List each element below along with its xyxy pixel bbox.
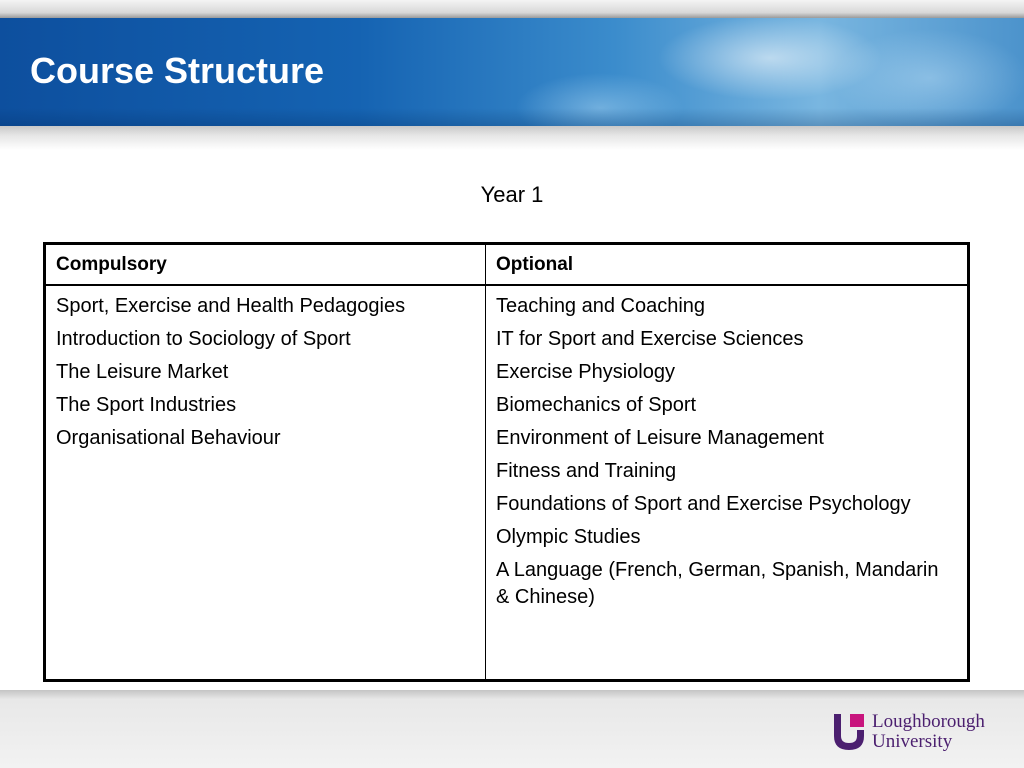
title-band	[0, 18, 1024, 126]
top-strip	[0, 0, 1024, 18]
list-item: Teaching and Coaching	[496, 295, 706, 317]
list-item: Organisational Behaviour	[56, 427, 281, 449]
university-crest-icon	[832, 712, 866, 752]
table-body-row	[45, 285, 969, 681]
optional-list	[496, 293, 957, 611]
course-table	[43, 242, 970, 682]
list-item: Foundations of Sport and Exercise Psychology	[496, 493, 911, 515]
page-title: Course Structure	[30, 50, 325, 91]
optional-cell	[486, 285, 969, 681]
list-item: Environment of Leisure Management	[496, 427, 824, 449]
table-header-row	[45, 244, 969, 286]
university-logo	[832, 710, 1012, 754]
wordmark-line-1: Loughborough	[872, 711, 985, 732]
university-wordmark	[872, 712, 985, 752]
wordmark-line-2: University	[872, 731, 953, 752]
list-item: Biomechanics of Sport	[496, 394, 697, 416]
list-item: Sport, Exercise and Health Pedagogies	[56, 295, 406, 317]
compulsory-header: Compulsory	[45, 244, 486, 286]
optional-header: Optional	[486, 244, 969, 286]
list-item: Introduction to Sociology of Sport	[56, 328, 351, 350]
list-item: The Leisure Market	[56, 361, 229, 383]
list-item: IT for Sport and Exercise Sciences	[496, 328, 804, 350]
compulsory-cell	[45, 285, 486, 681]
list-item: Exercise Physiology	[496, 361, 675, 383]
list-item: Fitness and Training	[496, 460, 677, 482]
list-item: Olympic Studies	[496, 526, 641, 548]
list-item: The Sport Industries	[56, 394, 237, 416]
title-shadow	[0, 126, 1024, 150]
compulsory-list	[56, 293, 475, 452]
year-subtitle: Year 1	[480, 182, 544, 207]
list-item: A Language (French, German, Spanish, Mandarin & Chinese)	[496, 559, 939, 608]
